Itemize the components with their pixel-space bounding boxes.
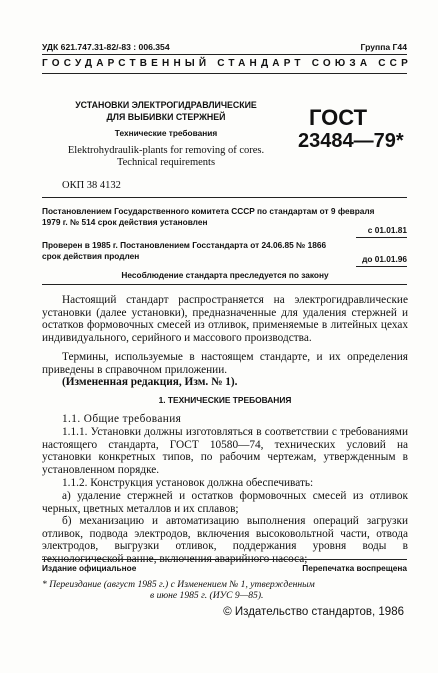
decree-date1: с 01.01.81 xyxy=(367,225,407,235)
udk-code: УДК 621.747.31-82/-83 : 006.354 xyxy=(42,42,170,52)
footer-rule xyxy=(42,559,407,560)
decree-date2: до 01.01.96 xyxy=(362,254,407,264)
amendment-note: (Измененная редакция, Изм. № 1). xyxy=(62,376,238,388)
reissue-note-line2: в июне 1985 г. (ИУС 9—85). xyxy=(150,590,264,601)
subsection-title: 1.1. Общие требования xyxy=(62,413,182,425)
paragraph-1-1-2-b: б) механизацию и автоматизацию выполнения операций загрузки отливок, подвода электродов, включения высоковольтной части, отвода электродов, выгрузки отливок, поддержания уровня воды в технологической ванне, включения аварийного насоса; xyxy=(42,515,408,565)
gost-number: 23484—79* xyxy=(298,130,404,152)
standard-line: ГОСУДАРСТВЕННЫЙ СТАНДАРТ СОЮЗА ССР xyxy=(42,58,412,69)
okp-code: ОКП 38 4132 xyxy=(62,180,121,191)
title-ru xyxy=(42,99,290,123)
subtitle-ru: Технические требования xyxy=(114,128,218,138)
paragraph-1-1-2-a: а) удаление стержней и остатков формовочных смесей из отливок черных, цветных металлов и их сплавов; xyxy=(42,490,408,515)
copyright: © Издательство стандартов, 1986 xyxy=(223,606,404,618)
decree-line2: 1979 г. № 514 срок действия установлен xyxy=(42,217,208,227)
section-title: 1. ТЕХНИЧЕСКИЕ ТРЕБОВАНИЯ xyxy=(158,395,292,405)
reissue-note-line1: * Переиздание (август 1985 г.) с Изменением № 1, утвержденным xyxy=(42,579,315,590)
decree-date2-rule xyxy=(356,266,407,267)
terms-paragraph: Термины, используемые в настоящем стандарте, и их определения приведены в справочном приложении. xyxy=(42,351,408,376)
title-en-line1: Elektrohydraulik-plants for removing of cores. xyxy=(67,145,265,156)
decree-line1: Постановлением Государственного комитета СССР по стандартам от 9 февраля xyxy=(42,206,375,216)
title-ru-line1: УСТАНОВКИ ЭЛЕКТРОГИДРАВЛИЧЕСКИЕ xyxy=(75,100,257,110)
header-rule-top xyxy=(42,54,407,55)
paragraph-1-1-1: 1.1.1. Установки должны изготовляться в соответствии с требованиями настоящего стандарта, ГОСТ 10580—74, технических условий на установки конкретных типов, по рабочим чертежам, утвержденным в установленном порядке. xyxy=(42,426,408,476)
decree-line3: Проверен в 1985 г. Постановлением Госстандарта от 24.06.85 № 1866 xyxy=(42,240,327,250)
header-rule-bottom xyxy=(42,73,407,74)
decree-line4: срок действия продлен xyxy=(42,251,140,261)
decree-rule xyxy=(42,284,407,285)
title-rule xyxy=(42,197,407,198)
group-code: Группа Г44 xyxy=(360,42,407,52)
intro-paragraph: Настоящий стандарт распространяется на электрогидравлические установки (далее установки), предназначенные для удаления стержней и остатков формовочных смесей из отливок, применяемые в литейных цехах индивидуального, серийного и массового производства. xyxy=(42,294,408,344)
gost-label: ГОСТ xyxy=(309,105,368,130)
title-ru-line2: ДЛЯ ВЫБИВКИ СТЕРЖНЕЙ xyxy=(106,112,226,122)
official-edition: Издание официальное xyxy=(42,563,137,573)
reprint-ban: Перепечатка воспрещена xyxy=(302,563,407,573)
decree-date1-rule xyxy=(356,237,407,238)
paragraph-1-1-2: 1.1.2. Конструкция установок должна обеспечивать: xyxy=(62,477,314,489)
title-en xyxy=(42,145,290,169)
compliance-notice: Несоблюдение стандарта преследуется по закону xyxy=(121,270,329,280)
title-en-line2: Technical requirements xyxy=(116,157,216,168)
